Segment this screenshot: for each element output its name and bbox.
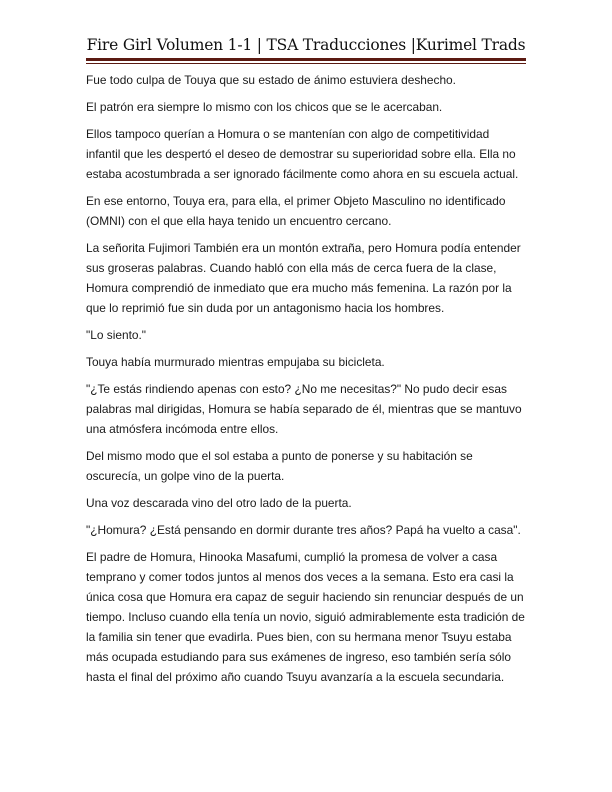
- paragraph: Ellos tampoco querían a Homura o se mantenían con algo de competitividad infantil que les despertó el deseo de demostrar su superioridad sobre ella. Ella no estaba acostumbrada a ser ignorado fácilmente como ahora en su escuela actual.: [86, 127, 519, 181]
- paragraph: "¿Homura? ¿Está pensando en dormir durante tres años? Papá ha vuelto a casa".: [86, 523, 521, 537]
- paragraph: La señorita Fujimori También era un montón extraña, pero Homura podía entender sus groseras palabras. Cuando habló con ella más de cerca fuera de la clase, Homura comprendió de inmediato que era mucho más femenina. La razón por la que lo reprimió fue sin duda por un antagonismo hacia los hombres.: [86, 241, 521, 315]
- paragraph: Fue todo culpa de Touya que su estado de ánimo estuviera deshecho.: [86, 73, 456, 87]
- paragraph: El patrón era siempre lo mismo con los chicos que se le acercaban.: [86, 100, 443, 114]
- paragraph: Una voz descarada vino del otro lado de la puerta.: [86, 496, 352, 510]
- paragraph: Touya había murmurado mientras empujaba su bicicleta.: [86, 355, 385, 369]
- header-rule-thick: [86, 58, 526, 61]
- paragraph: En ese entorno, Touya era, para ella, el primer Objeto Masculino no identificado (OMNI) con el que ella haya tenido un encuentro cercano.: [86, 194, 506, 228]
- page-header-title: Fire Girl Volumen 1-1 | TSA Traducciones |Kurimel Trads: [86, 36, 526, 54]
- paragraph: "Lo siento.": [86, 328, 147, 342]
- paragraph: "¿Te estás rindiendo apenas con esto? ¿No me necesitas?" No pudo decir esas palabras mal dirigidas, Homura se había separado de él, mientras que se mantuvo una atmósfera incómoda entre ellos.: [86, 382, 522, 436]
- header-rule-thin: [86, 63, 526, 64]
- paragraph: Del mismo modo que el sol estaba a punto de ponerse y su habitación se oscurecía, un golpe vino de la puerta.: [86, 449, 473, 483]
- document-body: [86, 70, 526, 694]
- paragraph: El padre de Homura, Hinooka Masafumi, cumplió la promesa de volver a casa temprano y comer todos juntos al menos dos veces a la semana. Esto era casi la única cosa que Homura era capaz de seguir haciendo sin renunciar después de un tiempo. Incluso cuando ella tenía un novio, siguió admirablemente esta tradición de la familia sin tener que evadirla. Pues bien, con su hermana menor Tsuyu estaba más ocupada estudiando para sus exámenes de ingreso, eso también sería sólo hasta el final del próximo año cuando Tsuyu avanzaría a la escuela secundaria.: [86, 550, 525, 684]
